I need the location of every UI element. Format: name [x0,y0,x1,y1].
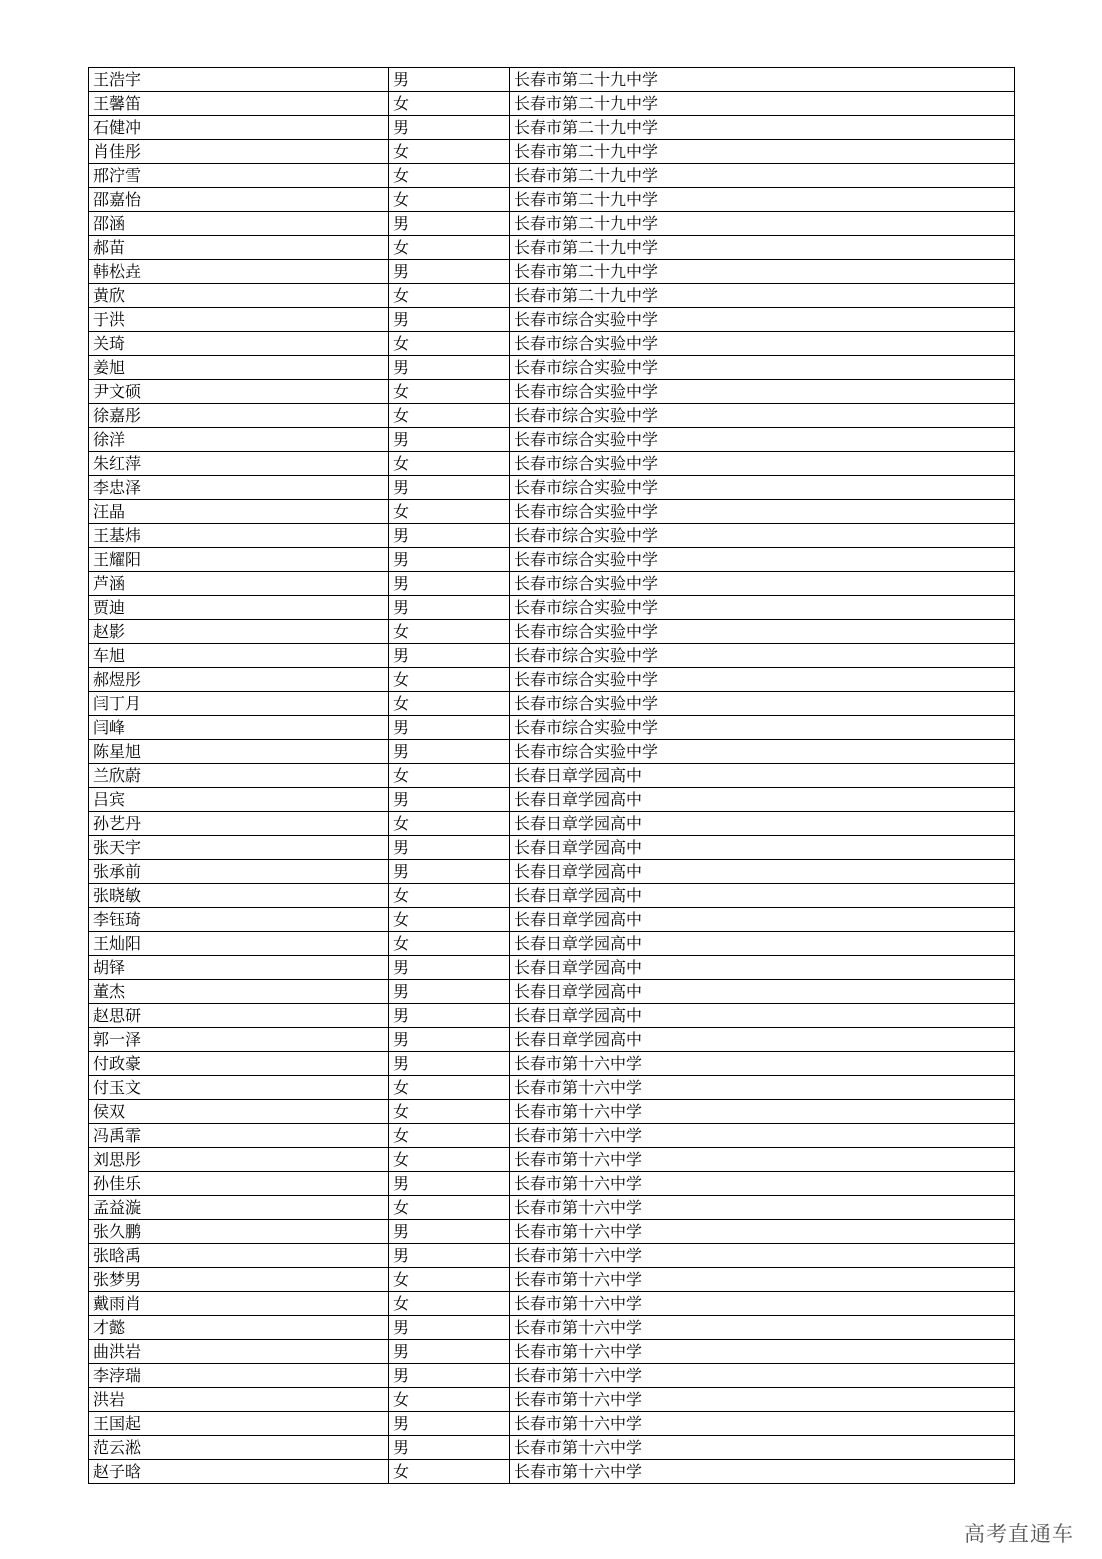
table-row [89,788,1015,812]
gender-cell: 男 [389,548,510,572]
school-cell: 长春市第十六中学 [510,1220,1015,1244]
gender-cell: 女 [389,188,510,212]
table-row [89,356,1015,380]
name-cell: 赵思研 [89,1004,389,1028]
gender-cell: 女 [389,1268,510,1292]
gender-cell: 男 [389,1052,510,1076]
gender-cell: 女 [389,1148,510,1172]
name-cell: 刘思彤 [89,1148,389,1172]
school-cell: 长春市综合实验中学 [510,692,1015,716]
table-row [89,572,1015,596]
table-row [89,188,1015,212]
gender-cell: 女 [389,764,510,788]
school-cell: 长春市第十六中学 [510,1100,1015,1124]
school-cell: 长春日章学园高中 [510,788,1015,812]
name-cell: 肖佳彤 [89,140,389,164]
name-cell: 闫峰 [89,716,389,740]
table-row [89,284,1015,308]
gender-cell: 男 [389,1364,510,1388]
gender-cell: 女 [389,1100,510,1124]
school-cell: 长春市第二十九中学 [510,260,1015,284]
name-cell: 付玉文 [89,1076,389,1100]
name-cell: 芦涵 [89,572,389,596]
school-cell: 长春市综合实验中学 [510,308,1015,332]
name-cell: 王馨笛 [89,92,389,116]
gender-cell: 男 [389,428,510,452]
gender-cell: 男 [389,212,510,236]
name-cell: 张梦男 [89,1268,389,1292]
gender-cell: 男 [389,740,510,764]
table-row [89,428,1015,452]
table-row [89,452,1015,476]
student-roster-table [88,67,1015,1484]
school-cell: 长春市综合实验中学 [510,500,1015,524]
school-cell: 长春市第十六中学 [510,1172,1015,1196]
name-cell: 侯双 [89,1100,389,1124]
name-cell: 王国起 [89,1412,389,1436]
school-cell: 长春市第十六中学 [510,1340,1015,1364]
name-cell: 王耀阳 [89,548,389,572]
gender-cell: 男 [389,980,510,1004]
school-cell: 长春市第十六中学 [510,1268,1015,1292]
table-row [89,1220,1015,1244]
school-cell: 长春市第十六中学 [510,1052,1015,1076]
table-row [89,908,1015,932]
gender-cell: 男 [389,476,510,500]
school-cell: 长春日章学园高中 [510,908,1015,932]
table-row [89,1196,1015,1220]
gender-cell: 女 [389,884,510,908]
table-row [89,332,1015,356]
school-cell: 长春市综合实验中学 [510,716,1015,740]
table-row [89,1028,1015,1052]
name-cell: 冯禹霏 [89,1124,389,1148]
table-row [89,956,1015,980]
gender-cell: 男 [389,644,510,668]
name-cell: 陈星旭 [89,740,389,764]
name-cell: 赵影 [89,620,389,644]
school-cell: 长春市第十六中学 [510,1244,1015,1268]
table-row [89,260,1015,284]
table-row [89,1004,1015,1028]
name-cell: 汪晶 [89,500,389,524]
school-cell: 长春市第二十九中学 [510,236,1015,260]
gender-cell: 男 [389,788,510,812]
school-cell: 长春日章学园高中 [510,1004,1015,1028]
school-cell: 长春市第十六中学 [510,1460,1015,1484]
name-cell: 董杰 [89,980,389,1004]
table-row [89,308,1015,332]
name-cell: 付政豪 [89,1052,389,1076]
name-cell: 王基炜 [89,524,389,548]
school-cell: 长春市第十六中学 [510,1436,1015,1460]
school-cell: 长春市第二十九中学 [510,116,1015,140]
school-cell: 长春市第二十九中学 [510,212,1015,236]
table-row [89,1076,1015,1100]
table-row [89,140,1015,164]
school-cell: 长春市第二十九中学 [510,164,1015,188]
table-row [89,620,1015,644]
school-cell: 长春日章学园高中 [510,836,1015,860]
name-cell: 张天宇 [89,836,389,860]
gender-cell: 女 [389,1076,510,1100]
school-cell: 长春市综合实验中学 [510,572,1015,596]
school-cell: 长春日章学园高中 [510,860,1015,884]
name-cell: 贾迪 [89,596,389,620]
table-row [89,164,1015,188]
name-cell: 李浡瑞 [89,1364,389,1388]
school-cell: 长春日章学园高中 [510,956,1015,980]
name-cell: 张承前 [89,860,389,884]
school-cell: 长春市综合实验中学 [510,332,1015,356]
gender-cell: 男 [389,260,510,284]
table-row [89,1148,1015,1172]
name-cell: 吕宾 [89,788,389,812]
school-cell: 长春日章学园高中 [510,812,1015,836]
school-cell: 长春市综合实验中学 [510,668,1015,692]
gender-cell: 男 [389,596,510,620]
table-row [89,212,1015,236]
table-row [89,1244,1015,1268]
name-cell: 王浩宇 [89,68,389,92]
gender-cell: 女 [389,236,510,260]
gender-cell: 女 [389,620,510,644]
gender-cell: 女 [389,404,510,428]
school-cell: 长春日章学园高中 [510,884,1015,908]
table-row [89,1436,1015,1460]
name-cell: 曲洪岩 [89,1340,389,1364]
school-cell: 长春市综合实验中学 [510,404,1015,428]
table-row [89,980,1015,1004]
name-cell: 戴雨肖 [89,1292,389,1316]
table-row [89,1292,1015,1316]
gender-cell: 女 [389,668,510,692]
name-cell: 徐嘉彤 [89,404,389,428]
table-row [89,668,1015,692]
name-cell: 兰欣蔚 [89,764,389,788]
table-row [89,596,1015,620]
name-cell: 孟益漩 [89,1196,389,1220]
gender-cell: 男 [389,956,510,980]
school-cell: 长春市第十六中学 [510,1292,1015,1316]
school-cell: 长春市第十六中学 [510,1388,1015,1412]
name-cell: 邢泞雪 [89,164,389,188]
table-row [89,1412,1015,1436]
name-cell: 徐洋 [89,428,389,452]
school-cell: 长春市综合实验中学 [510,356,1015,380]
gender-cell: 男 [389,572,510,596]
gender-cell: 男 [389,1316,510,1340]
name-cell: 李钰琦 [89,908,389,932]
gender-cell: 男 [389,860,510,884]
name-cell: 姜旭 [89,356,389,380]
name-cell: 张晗禹 [89,1244,389,1268]
table-row [89,1100,1015,1124]
table-row [89,1460,1015,1484]
name-cell: 张晓敏 [89,884,389,908]
table-row [89,692,1015,716]
name-cell: 黄欣 [89,284,389,308]
gender-cell: 女 [389,380,510,404]
school-cell: 长春日章学园高中 [510,980,1015,1004]
school-cell: 长春市第十六中学 [510,1412,1015,1436]
gender-cell: 男 [389,836,510,860]
school-cell: 长春市综合实验中学 [510,380,1015,404]
table-row [89,644,1015,668]
gender-cell: 男 [389,116,510,140]
table-row [89,500,1015,524]
school-cell: 长春市第十六中学 [510,1364,1015,1388]
table-row [89,1340,1015,1364]
school-cell: 长春市综合实验中学 [510,476,1015,500]
table-row [89,716,1015,740]
name-cell: 才懿 [89,1316,389,1340]
gender-cell: 女 [389,332,510,356]
watermark-text: 高考直通车 [964,1522,1074,1546]
table-row [89,812,1015,836]
table-row [89,1124,1015,1148]
name-cell: 韩松垚 [89,260,389,284]
table-row [89,932,1015,956]
name-cell: 胡铎 [89,956,389,980]
gender-cell: 男 [389,716,510,740]
gender-cell: 男 [389,1172,510,1196]
gender-cell: 女 [389,500,510,524]
table-row [89,380,1015,404]
gender-cell: 女 [389,932,510,956]
name-cell: 洪岩 [89,1388,389,1412]
name-cell: 范云淞 [89,1436,389,1460]
name-cell: 郝煜彤 [89,668,389,692]
name-cell: 孙佳乐 [89,1172,389,1196]
name-cell: 王灿阳 [89,932,389,956]
gender-cell: 男 [389,1244,510,1268]
name-cell: 朱红萍 [89,452,389,476]
table-row [89,740,1015,764]
name-cell: 车旭 [89,644,389,668]
gender-cell: 男 [389,1220,510,1244]
gender-cell: 女 [389,1460,510,1484]
table-row [89,548,1015,572]
name-cell: 赵子晗 [89,1460,389,1484]
table-row [89,116,1015,140]
gender-cell: 女 [389,692,510,716]
gender-cell: 女 [389,140,510,164]
school-cell: 长春日章学园高中 [510,764,1015,788]
school-cell: 长春市第二十九中学 [510,68,1015,92]
gender-cell: 女 [389,284,510,308]
table-row [89,1052,1015,1076]
gender-cell: 男 [389,356,510,380]
gender-cell: 女 [389,1292,510,1316]
school-cell: 长春市综合实验中学 [510,596,1015,620]
school-cell: 长春市第十六中学 [510,1076,1015,1100]
table-row [89,884,1015,908]
table-row [89,404,1015,428]
school-cell: 长春市综合实验中学 [510,740,1015,764]
school-cell: 长春市第二十九中学 [510,188,1015,212]
table-row [89,764,1015,788]
name-cell: 邵嘉怡 [89,188,389,212]
gender-cell: 男 [389,524,510,548]
school-cell: 长春市综合实验中学 [510,452,1015,476]
school-cell: 长春市第十六中学 [510,1196,1015,1220]
school-cell: 长春市第十六中学 [510,1316,1015,1340]
table-row [89,1268,1015,1292]
table-row [89,68,1015,92]
table-row [89,524,1015,548]
table-row [89,836,1015,860]
name-cell: 于洪 [89,308,389,332]
name-cell: 关琦 [89,332,389,356]
name-cell: 李忠泽 [89,476,389,500]
table-row [89,1388,1015,1412]
name-cell: 闫丁月 [89,692,389,716]
school-cell: 长春市第十六中学 [510,1148,1015,1172]
gender-cell: 男 [389,1340,510,1364]
table-row [89,1364,1015,1388]
name-cell: 邵涵 [89,212,389,236]
school-cell: 长春日章学园高中 [510,932,1015,956]
school-cell: 长春市第二十九中学 [510,284,1015,308]
table-row [89,1316,1015,1340]
gender-cell: 女 [389,1124,510,1148]
name-cell: 郭一泽 [89,1028,389,1052]
gender-cell: 女 [389,92,510,116]
school-cell: 长春市第十六中学 [510,1124,1015,1148]
school-cell: 长春市综合实验中学 [510,644,1015,668]
school-cell: 长春市综合实验中学 [510,524,1015,548]
name-cell: 郝苗 [89,236,389,260]
name-cell: 尹文硕 [89,380,389,404]
table-row [89,476,1015,500]
gender-cell: 男 [389,1412,510,1436]
school-cell: 长春市综合实验中学 [510,548,1015,572]
gender-cell: 女 [389,164,510,188]
gender-cell: 男 [389,1004,510,1028]
gender-cell: 女 [389,812,510,836]
school-cell: 长春市综合实验中学 [510,428,1015,452]
school-cell: 长春市第二十九中学 [510,92,1015,116]
school-cell: 长春市第二十九中学 [510,140,1015,164]
table-row [89,92,1015,116]
roster-body [89,68,1015,1484]
table-row [89,236,1015,260]
school-cell: 长春市综合实验中学 [510,620,1015,644]
gender-cell: 男 [389,1028,510,1052]
gender-cell: 女 [389,1196,510,1220]
gender-cell: 男 [389,308,510,332]
table-row [89,860,1015,884]
school-cell: 长春日章学园高中 [510,1028,1015,1052]
name-cell: 石健冲 [89,116,389,140]
gender-cell: 女 [389,1388,510,1412]
table-row [89,1172,1015,1196]
name-cell: 张久鹏 [89,1220,389,1244]
gender-cell: 男 [389,1436,510,1460]
gender-cell: 男 [389,68,510,92]
name-cell: 孙艺丹 [89,812,389,836]
gender-cell: 女 [389,908,510,932]
gender-cell: 女 [389,452,510,476]
